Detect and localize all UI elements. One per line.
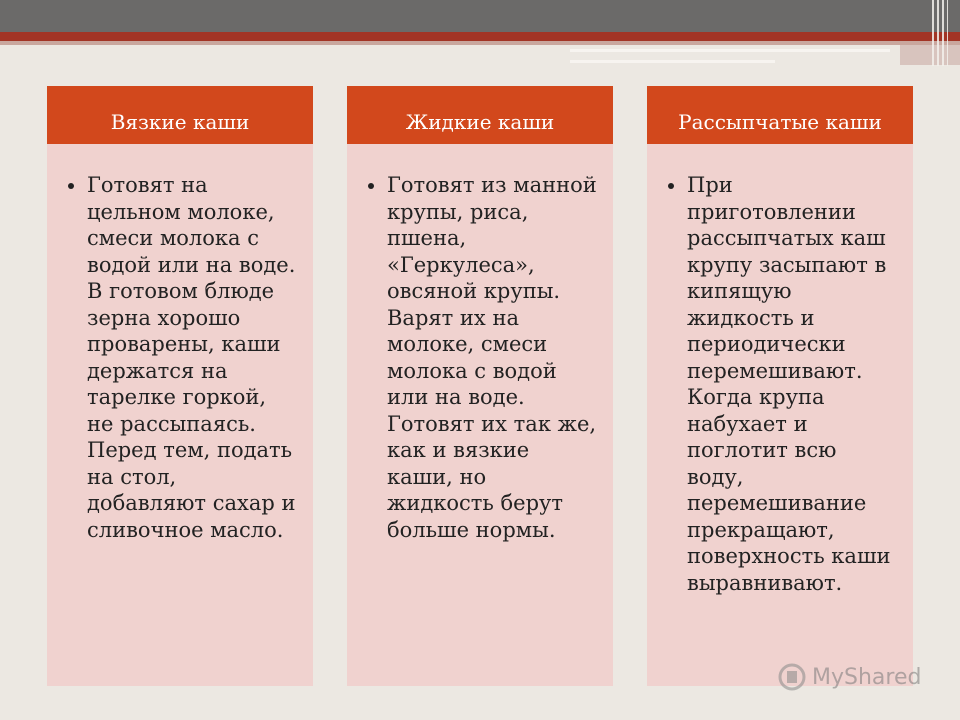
watermark <box>778 660 928 694</box>
bullet-text: • Готовят из манной крупы, риса, пшена, «Геркулеса», овсяной крупы. Варят их на молоке, смеси молока с водой или на воде. Готовят их так же, как и вязкие каши, но жидкость берут больше нормы. <box>387 172 599 543</box>
column-body <box>47 144 313 686</box>
bullet-text: • При приготовлении рассыпчатых каш крупу засыпают в кипящую жидкость и периодически перемешивают. Когда крупа набухает и поглотит всю воду, перемешивание прекращают, поверхность каши выравнивают. <box>687 172 899 596</box>
decorative-vertical-lines <box>932 0 948 66</box>
column-liquid-porridge <box>347 86 613 686</box>
bullet-list <box>661 172 899 596</box>
bullet-text: • Готовят на цельном молоке, смеси молока с водой или на воде. В готовом блюде зерна хорошо проварены, каши держатся на тарелке горкой, не рассыпаясь. Перед тем, подать на стол, добавляют сахар и сливочное масло. <box>87 172 299 543</box>
column-header: Жидкие каши <box>347 86 613 158</box>
watermark-text: MyShared <box>812 664 922 690</box>
myshared-logo-icon <box>778 663 806 691</box>
accent-band <box>0 32 960 41</box>
column-viscous-porridge <box>47 86 313 686</box>
bullet-list <box>361 172 599 543</box>
accent-band-thin <box>0 41 960 45</box>
column-body <box>347 144 613 686</box>
top-bar <box>0 0 960 32</box>
column-body <box>647 144 913 686</box>
column-crumbly-porridge <box>647 86 913 686</box>
decorative-line <box>570 49 890 52</box>
decorative-line <box>570 60 775 63</box>
column-header: Рассыпчатые каши <box>647 86 913 158</box>
bullet-list <box>61 172 299 543</box>
decorative-block <box>900 45 960 65</box>
column-header: Вязкие каши <box>47 86 313 158</box>
